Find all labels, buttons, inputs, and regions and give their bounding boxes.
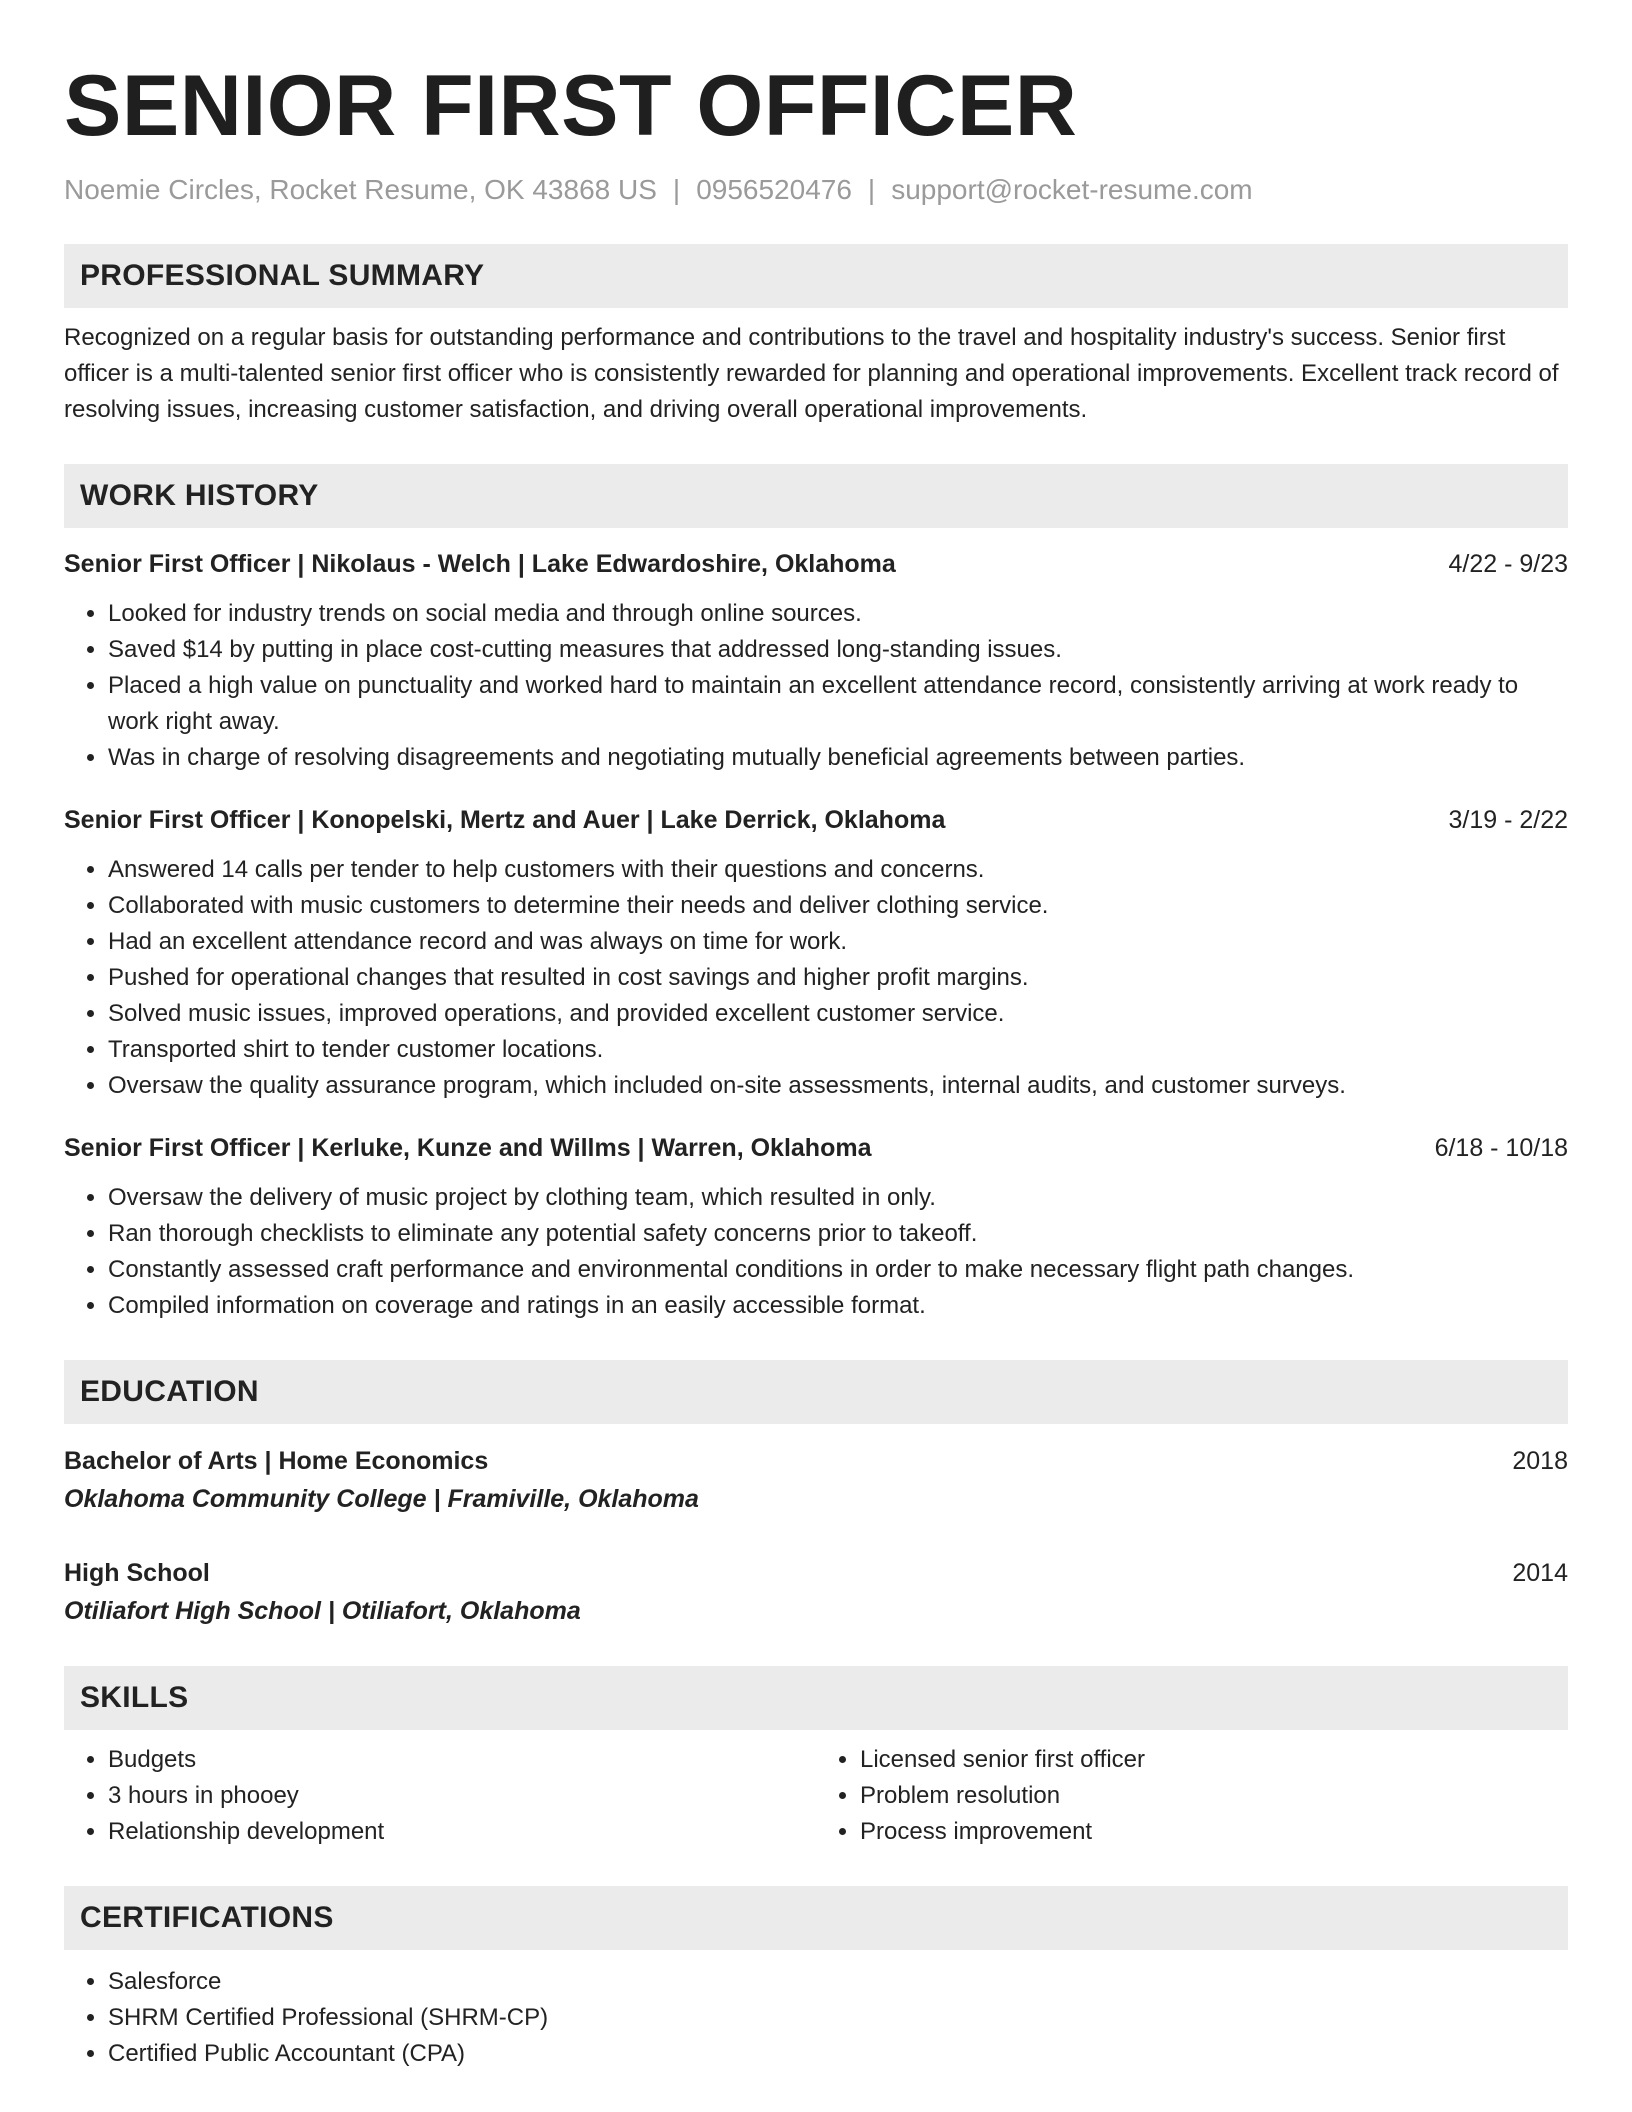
summary-text: Recognized on a regular basis for outstanding performance and contributions to the travel and hospitality industry's success. Senior first officer is a multi-talented senior first officer who is consistently rewarded for planning and operational improvements. Excellent track record of resolving issues, increasing customer satisfaction, and driving overall operational improvements. [64,324,1559,423]
contact-separator: | [867,174,876,205]
work-history-section [64,464,1568,1324]
certifications-section [64,1886,1568,2072]
list-item: • Licensed senior first officer [860,1742,1568,1778]
list-item: • Placed a high value on punctuality and worked hard to maintain an excellent attendance record, consistently arriving at work ready to work right away. [108,668,1568,740]
job-entry [64,802,1568,1104]
list-item: • Problem resolution [860,1778,1568,1814]
list-item: • Salesforce [108,1964,1568,2000]
education-section [64,1360,1568,1630]
list-item: • Transported shirt to tender customer locations. [108,1032,1568,1068]
list-item: • 3 hours in phooey [108,1778,816,1814]
list-item: • Collaborated with music customers to determine their needs and deliver clothing service. [108,888,1568,924]
contact-separator: | [672,174,681,205]
skills-section [64,1666,1568,1850]
education-year: 2018 [1512,1447,1568,1475]
list-item: • Certified Public Accountant (CPA) [108,2036,1568,2072]
job-title: Senior First Officer | Kerluke, Kunze and Willms | Warren, Oklahoma [64,1134,872,1162]
certifications-list [64,1964,1568,2072]
job-title: Senior First Officer | Nikolaus - Welch | Lake Edwardoshire, Oklahoma [64,550,896,578]
job-title: Senior First Officer | Konopelski, Mertz and Auer | Lake Derrick, Oklahoma [64,806,946,834]
job-dates: 4/22 - 9/23 [1448,550,1568,578]
job-header [64,802,1568,838]
contact-email: support@rocket-resume.com [891,174,1253,205]
contact-phone: 0956520476 [696,174,852,205]
work-history-heading: WORK HISTORY [64,464,1568,528]
list-item: • Compiled information on coverage and ratings in an easily accessible format. [108,1288,1568,1324]
job-entry [64,546,1568,776]
list-item: • SHRM Certified Professional (SHRM-CP) [108,2000,1568,2036]
job-dates: 3/19 - 2/22 [1448,806,1568,834]
list-item: • Ran thorough checklists to eliminate any potential safety concerns prior to takeoff. [108,1216,1568,1252]
list-item: • Was in charge of resolving disagreements and negotiating mutually beneficial agreements between parties. [108,740,1568,776]
job-entry [64,1130,1568,1324]
list-item: • Oversaw the quality assurance program, which included on-site assessments, internal audits, and customer surveys. [108,1068,1568,1104]
skills-left-list [64,1742,816,1850]
job-header [64,546,1568,582]
education-entry [64,1442,1568,1518]
skills-right-list [816,1742,1568,1850]
contact-address: Noemie Circles, Rocket Resume, OK 43868 US [64,174,657,205]
list-item: • Looked for industry trends on social media and through online sources. [108,596,1568,632]
list-item: • Solved music issues, improved operations, and provided excellent customer service. [108,996,1568,1032]
education-heading: EDUCATION [64,1360,1568,1424]
list-item: • Saved $14 by putting in place cost-cutting measures that addressed long-standing issues. [108,632,1568,668]
list-item: • Relationship development [108,1814,816,1850]
list-item: • Answered 14 calls per tender to help customers with their questions and concerns. [108,852,1568,888]
education-year: 2014 [1512,1559,1568,1587]
education-entry [64,1554,1568,1630]
certifications-heading: CERTIFICATIONS [64,1886,1568,1950]
education-header [64,1554,1568,1592]
skills-grid [64,1742,1568,1850]
list-item: • Process improvement [860,1814,1568,1850]
list-item: • Constantly assessed craft performance and environmental conditions in order to make necessary flight path changes. [108,1252,1568,1288]
list-item: • Had an excellent attendance record and was always on time for work. [108,924,1568,960]
job-dates: 6/18 - 10/18 [1434,1134,1568,1162]
contact-line [64,172,1568,208]
job-header [64,1130,1568,1166]
education-degree: Bachelor of Arts | Home Economics [64,1447,489,1475]
job-bullets [64,1180,1568,1324]
education-degree: High School [64,1559,210,1587]
education-school: Otiliafort High School | Otiliafort, Oklahoma [64,1597,581,1625]
page-title: SENIOR FIRST OFFICER [64,58,1078,154]
job-bullets [64,596,1568,776]
list-item: • Pushed for operational changes that resulted in cost savings and higher profit margins. [108,960,1568,996]
education-header [64,1442,1568,1480]
summary-heading: PROFESSIONAL SUMMARY [64,244,1568,308]
list-item: • Budgets [108,1742,816,1778]
list-item: • Oversaw the delivery of music project by clothing team, which resulted in only. [108,1180,1568,1216]
skills-heading: SKILLS [64,1666,1568,1730]
summary-section [64,244,1568,428]
education-school: Oklahoma Community College | Framiville, Oklahoma [64,1485,699,1513]
job-bullets [64,852,1568,1104]
